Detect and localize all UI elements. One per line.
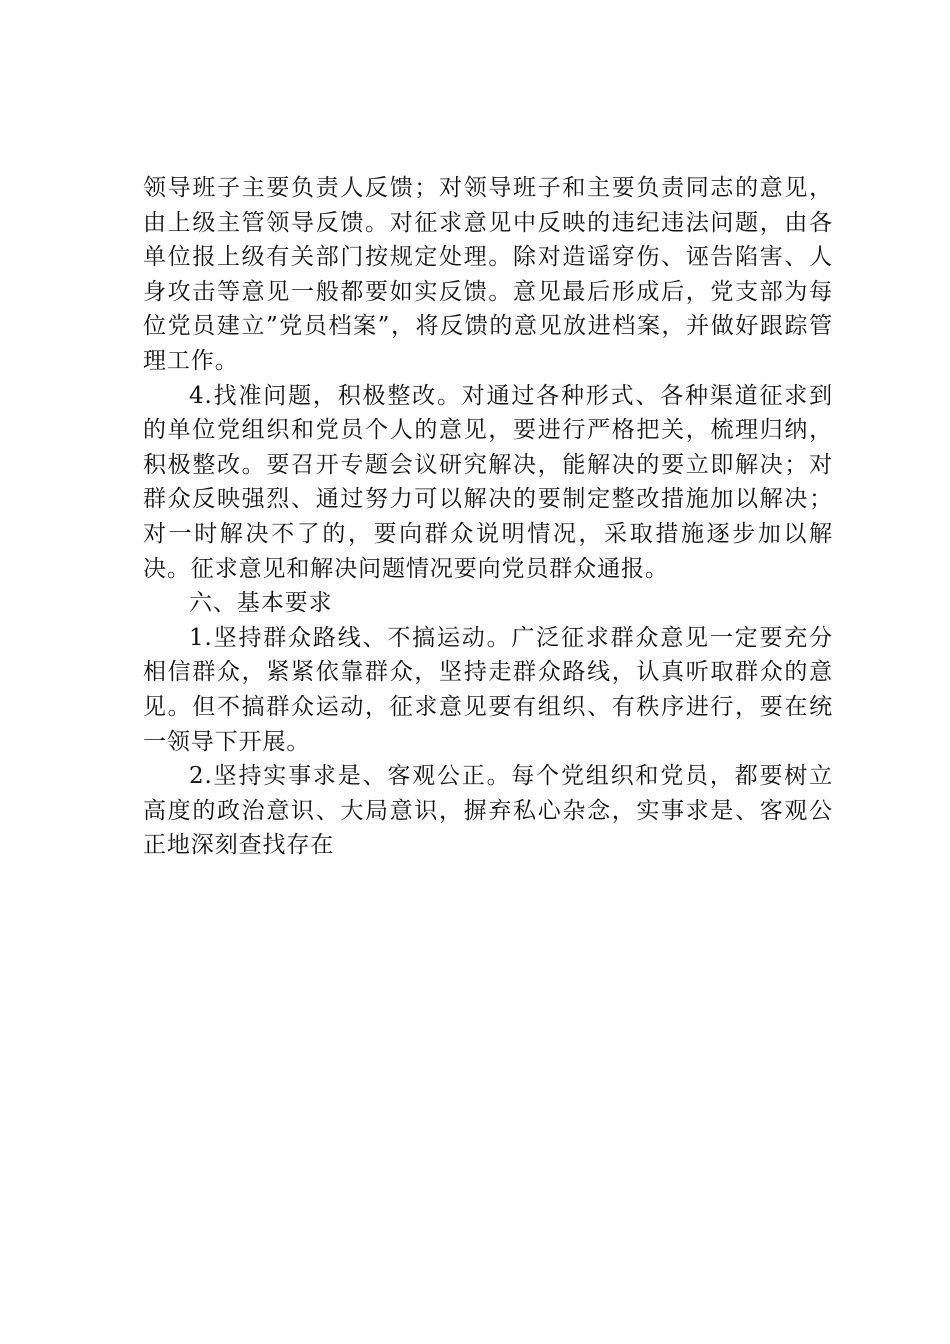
paragraph-item-1-mass-line: 1.坚持群众路线、不搞运动。广泛征求群众意见一定要充分相信群众，紧紧依靠群众，坚持走群众路线，认真听取群众的意见。但不搞群众运动，征求意见要有组织、有秩序进行，要在统一领导下开展。 <box>143 624 833 755</box>
document-body <box>143 171 833 863</box>
section-heading-basic-requirements: 六、基本要求 <box>189 590 333 617</box>
paragraph-feedback-continuation: 领导班子主要负责人反馈；对领导班子和主要负责同志的意见，由上级主管领导反馈。对征求意见中反映的违纪违法问题，由各单位报上级有关部门按规定处理。除对造谣穿伤、诬告陷害、人身攻击等意见一般都要如实反馈。意见最后形成后，党支部为每位党员建立”党员档案”，将反馈的意见放进档案，并做好跟踪管理工作。 <box>143 175 833 374</box>
paragraph-item-2-seek-truth: 2.坚持实事求是、客观公正。每个党组织和党员，都要树立高度的政治意识、大局意识，摒弃私心杂念，实事求是、客观公正地深刻查找存在 <box>143 763 833 859</box>
paragraph-item-4-rectification: 4.找准问题，积极整改。对通过各种形式、各种渠道征求到的单位党组织和党员个人的意见，要进行严格把关，梳理归纳，积极整改。要召开专题会议研究解决，能解决的要立即解决；对群众反映强烈、通过努力可以解决的要制定整改措施加以解决；对一时解决不了的，要向群众说明情况，采取措施逐步加以解决。征求意见和解决问题情况要向党员群众通报。 <box>143 382 833 582</box>
